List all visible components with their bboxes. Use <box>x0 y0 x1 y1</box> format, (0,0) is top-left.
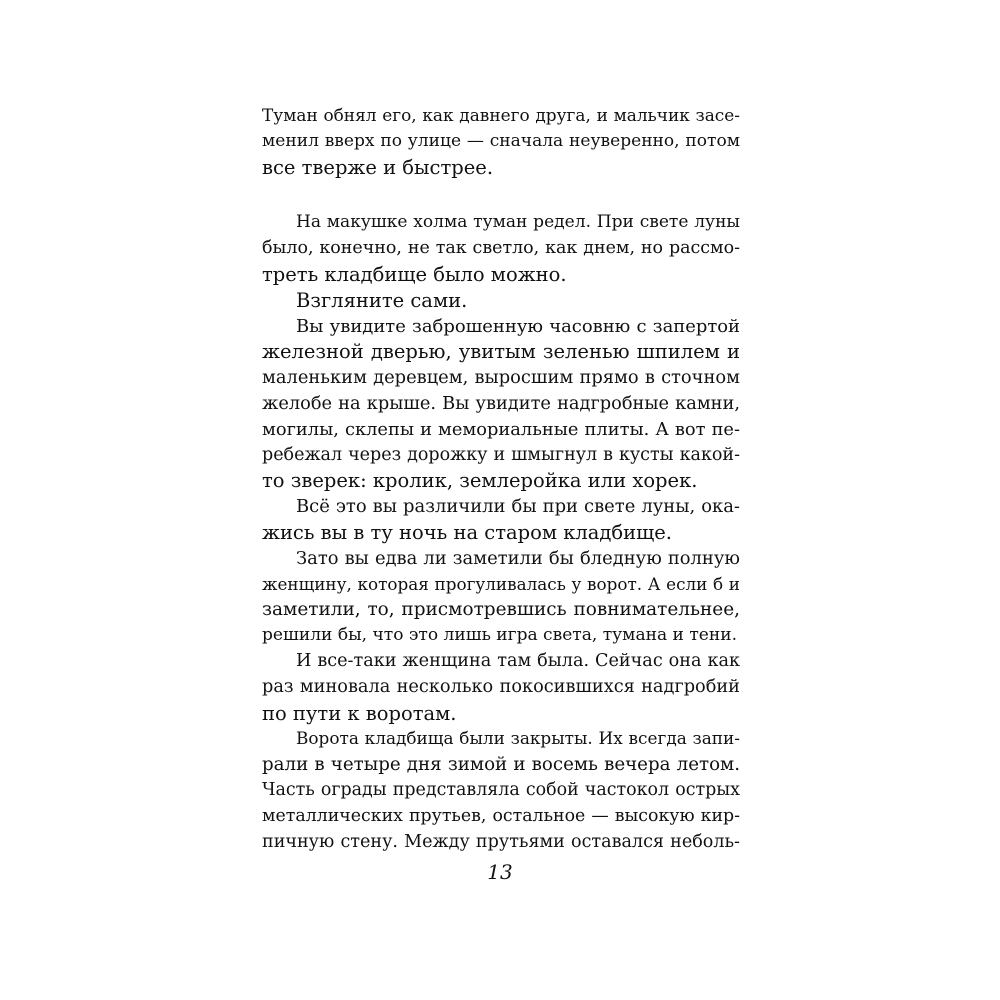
text-line: решили бы, что это лишь игра света, тумана и тени. <box>262 625 737 646</box>
text-line: Часть ограды представляла собой частокол острых <box>262 779 740 800</box>
text-line: желобе на крыше. Вы увидите надгробные камни, <box>262 392 740 414</box>
text-line: могилы, склепы и мемориальные плиты. А вот пе- <box>262 418 740 440</box>
text-line: все тверже и быстрее. <box>262 155 494 179</box>
text-line: На макушке холма туман редел. При свете луны <box>296 212 740 233</box>
text-line: было, конечно, не так светло, как днем, но рассмо- <box>262 238 740 259</box>
text-line: раз миновала несколько покосившихся надгробий <box>262 676 740 697</box>
text-line: то зверек: кролик, землеройка или хорек. <box>262 469 698 493</box>
text-line: Взгляните сами. <box>296 288 468 312</box>
text-line: женщину, которая прогуливалась у ворот. А если б и <box>262 573 740 594</box>
text-line: Зато вы едва ли заметили бы бледную полную <box>296 547 740 569</box>
text-line: Вы увидите заброшенную часовню с запертой <box>296 315 740 337</box>
text-line: по пути к воротам. <box>262 701 457 725</box>
text-line: маленьким деревцем, выросшим прямо в сточном <box>262 367 740 389</box>
section-break <box>262 180 740 210</box>
text-line: И все-таки женщина там была. Сейчас она как <box>296 650 740 671</box>
text-line: ребежал через дорожку и шмыгнул в кусты какой- <box>262 444 740 465</box>
text-line: Туман обнял его, как давнего друга, и мальчик засе- <box>262 105 740 125</box>
text-line: Ворота кладбища были закрыты. Их всегда запи- <box>296 728 740 749</box>
text-line: железной дверью, увитым зеленью шпилем и <box>262 340 740 364</box>
text-line: заметили, то, присмотревшись повнимательнее, <box>262 599 740 621</box>
body-text <box>262 103 740 855</box>
text-line: треть кладбище было можно. <box>262 262 567 286</box>
text-line: менил вверх по улице — сначала неуверенно, потом <box>262 130 740 151</box>
text-line: Всё это вы различили бы при свете луны, ока- <box>296 496 740 518</box>
page-number: 13 <box>487 860 513 884</box>
text-line: рали в четыре дня зимой и восемь вечера летом. <box>262 754 740 776</box>
text-line: пичную стену. Между прутьями оставался неболь- <box>262 831 740 852</box>
text-line: металлических прутьев, остальное — высокую кир- <box>262 805 740 826</box>
text-line: жись вы в ту ночь на старом кладбище. <box>262 520 673 544</box>
